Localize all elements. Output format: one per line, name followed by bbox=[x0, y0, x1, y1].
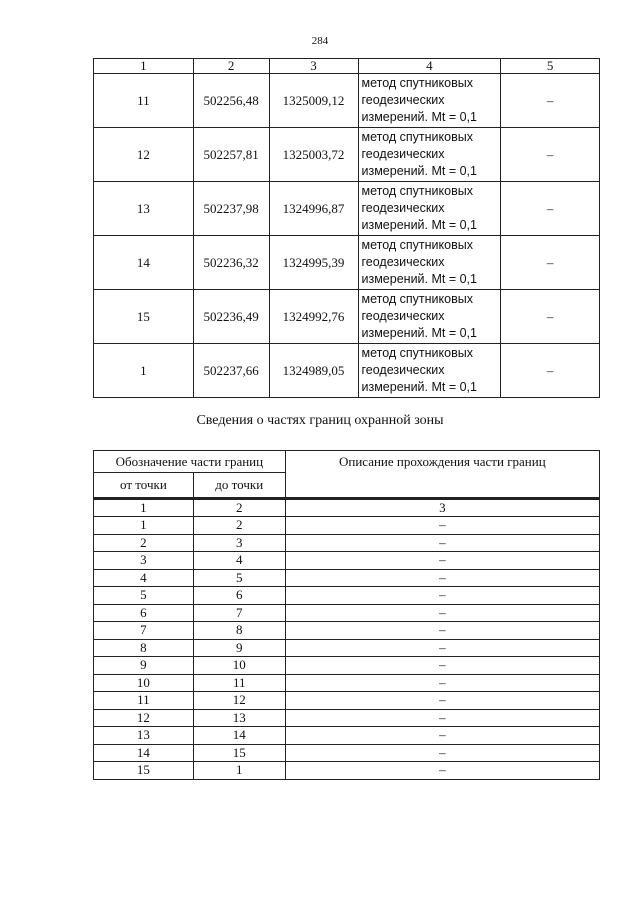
from-point: 15 bbox=[94, 762, 194, 780]
method-line: измерений. Mt = 0,1 bbox=[361, 110, 477, 124]
from-point: 2 bbox=[94, 534, 194, 552]
note-cell: – bbox=[501, 128, 600, 182]
from-point: 10 bbox=[94, 674, 194, 692]
x-coordinate: 502257,81 bbox=[193, 128, 269, 182]
method-line: измерений. Mt = 0,1 bbox=[361, 272, 477, 286]
point-number: 11 bbox=[94, 74, 194, 128]
point-number: 13 bbox=[94, 182, 194, 236]
y-coordinate: 1324996,87 bbox=[269, 182, 358, 236]
column-number-header: 4 bbox=[358, 59, 501, 74]
to-point: 1 bbox=[193, 762, 285, 780]
boundary-description: – bbox=[285, 657, 599, 675]
boundary-part-row bbox=[94, 709, 600, 727]
to-point: 4 bbox=[193, 552, 285, 570]
y-coordinate: 1325003,72 bbox=[269, 128, 358, 182]
parts-header-row bbox=[94, 451, 600, 473]
column-number-header: 3 bbox=[285, 500, 599, 517]
boundary-description-header: Описание прохождения части границ bbox=[285, 451, 599, 499]
to-point: 13 bbox=[193, 709, 285, 727]
column-number-header: 2 bbox=[193, 500, 285, 517]
note-cell: – bbox=[501, 344, 600, 398]
from-point: 4 bbox=[94, 569, 194, 587]
note-cell: – bbox=[501, 290, 600, 344]
to-point: 3 bbox=[193, 534, 285, 552]
coordinate-row bbox=[94, 236, 600, 290]
boundary-part-row bbox=[94, 639, 600, 657]
page-number: 284 bbox=[311, 35, 329, 47]
boundary-description: – bbox=[285, 552, 599, 570]
point-number: 15 bbox=[94, 290, 194, 344]
to-point: 11 bbox=[193, 674, 285, 692]
boundary-part-designation-header: Обозначение части границ bbox=[94, 451, 286, 473]
boundary-part-row bbox=[94, 552, 600, 570]
point-number: 12 bbox=[94, 128, 194, 182]
column-number-header: 3 bbox=[269, 59, 358, 74]
method-line: измерений. Mt = 0,1 bbox=[361, 164, 477, 178]
parts-body bbox=[94, 517, 600, 780]
method-line: метод спутниковых bbox=[361, 76, 473, 90]
from-point: 3 bbox=[94, 552, 194, 570]
method-line: геодезических bbox=[361, 309, 445, 323]
y-coordinate: 1324989,05 bbox=[269, 344, 358, 398]
from-point: 6 bbox=[94, 604, 194, 622]
x-coordinate: 502237,66 bbox=[193, 344, 269, 398]
boundary-parts-table bbox=[93, 450, 600, 780]
note-cell: – bbox=[501, 236, 600, 290]
from-point: 11 bbox=[94, 692, 194, 710]
method-description bbox=[358, 344, 501, 398]
boundary-description: – bbox=[285, 569, 599, 587]
method-description bbox=[358, 236, 501, 290]
method-line: метод спутниковых bbox=[361, 130, 473, 144]
method-line: геодезических bbox=[361, 147, 445, 161]
boundary-part-row bbox=[94, 727, 600, 745]
to-point: 8 bbox=[193, 622, 285, 640]
boundary-part-row bbox=[94, 622, 600, 640]
method-line: измерений. Mt = 0,1 bbox=[361, 326, 477, 340]
to-point: 5 bbox=[193, 569, 285, 587]
method-description bbox=[358, 74, 501, 128]
boundary-part-row bbox=[94, 674, 600, 692]
column-number-header: 1 bbox=[94, 59, 194, 74]
from-point: 9 bbox=[94, 657, 194, 675]
method-description bbox=[358, 290, 501, 344]
to-point-header: до точки bbox=[193, 473, 285, 499]
note-cell: – bbox=[501, 74, 600, 128]
boundary-part-row bbox=[94, 744, 600, 762]
boundary-description: – bbox=[285, 744, 599, 762]
method-line: метод спутниковых bbox=[361, 346, 473, 360]
note-cell: – bbox=[501, 182, 600, 236]
boundary-description: – bbox=[285, 587, 599, 605]
coordinate-row bbox=[94, 74, 600, 128]
from-point: 8 bbox=[94, 639, 194, 657]
boundary-description: – bbox=[285, 692, 599, 710]
x-coordinate: 502256,48 bbox=[193, 74, 269, 128]
x-coordinate: 502236,49 bbox=[193, 290, 269, 344]
from-point: 1 bbox=[94, 517, 194, 535]
to-point: 14 bbox=[193, 727, 285, 745]
to-point: 6 bbox=[193, 587, 285, 605]
boundary-description: – bbox=[285, 727, 599, 745]
to-point: 9 bbox=[193, 639, 285, 657]
boundary-description: – bbox=[285, 674, 599, 692]
boundary-description: – bbox=[285, 762, 599, 780]
from-point: 5 bbox=[94, 587, 194, 605]
method-description bbox=[358, 182, 501, 236]
method-line: метод спутниковых bbox=[361, 184, 473, 198]
boundary-description: – bbox=[285, 639, 599, 657]
section-title: Сведения о частях границ охранной зоны bbox=[196, 413, 444, 428]
from-point: 7 bbox=[94, 622, 194, 640]
coordinate-row bbox=[94, 344, 600, 398]
to-point: 10 bbox=[193, 657, 285, 675]
boundary-part-row bbox=[94, 587, 600, 605]
coordinate-row bbox=[94, 290, 600, 344]
boundary-part-row bbox=[94, 534, 600, 552]
parts-column-numbers-row bbox=[94, 500, 600, 517]
to-point: 15 bbox=[193, 744, 285, 762]
boundary-description: – bbox=[285, 604, 599, 622]
from-point: 13 bbox=[94, 727, 194, 745]
coordinates-table bbox=[93, 58, 600, 398]
boundary-description: – bbox=[285, 622, 599, 640]
boundary-part-row bbox=[94, 517, 600, 535]
method-line: метод спутниковых bbox=[361, 292, 473, 306]
column-number-header: 1 bbox=[94, 500, 194, 517]
y-coordinate: 1324992,76 bbox=[269, 290, 358, 344]
method-line: геодезических bbox=[361, 201, 445, 215]
method-line: геодезических bbox=[361, 363, 445, 377]
boundary-description: – bbox=[285, 534, 599, 552]
coordinate-row bbox=[94, 182, 600, 236]
y-coordinate: 1325009,12 bbox=[269, 74, 358, 128]
method-description bbox=[358, 128, 501, 182]
boundary-part-row bbox=[94, 569, 600, 587]
method-line: геодезических bbox=[361, 255, 445, 269]
x-coordinate: 502236,32 bbox=[193, 236, 269, 290]
y-coordinate: 1324995,39 bbox=[269, 236, 358, 290]
from-point: 12 bbox=[94, 709, 194, 727]
x-coordinate: 502237,98 bbox=[193, 182, 269, 236]
to-point: 2 bbox=[193, 517, 285, 535]
from-point-header: от точки bbox=[94, 473, 194, 499]
to-point: 12 bbox=[193, 692, 285, 710]
column-number-header: 2 bbox=[193, 59, 269, 74]
to-point: 7 bbox=[193, 604, 285, 622]
method-line: измерений. Mt = 0,1 bbox=[361, 380, 477, 394]
coordinate-row bbox=[94, 128, 600, 182]
boundary-part-row bbox=[94, 604, 600, 622]
boundary-part-row bbox=[94, 657, 600, 675]
boundary-description: – bbox=[285, 709, 599, 727]
boundary-part-row bbox=[94, 692, 600, 710]
coordinates-body bbox=[94, 74, 600, 398]
coordinates-header-row bbox=[94, 59, 600, 74]
from-point: 14 bbox=[94, 744, 194, 762]
method-line: измерений. Mt = 0,1 bbox=[361, 218, 477, 232]
column-number-header: 5 bbox=[501, 59, 600, 74]
method-line: метод спутниковых bbox=[361, 238, 473, 252]
point-number: 1 bbox=[94, 344, 194, 398]
boundary-part-row bbox=[94, 762, 600, 780]
point-number: 14 bbox=[94, 236, 194, 290]
boundary-description: – bbox=[285, 517, 599, 535]
method-line: геодезических bbox=[361, 93, 445, 107]
